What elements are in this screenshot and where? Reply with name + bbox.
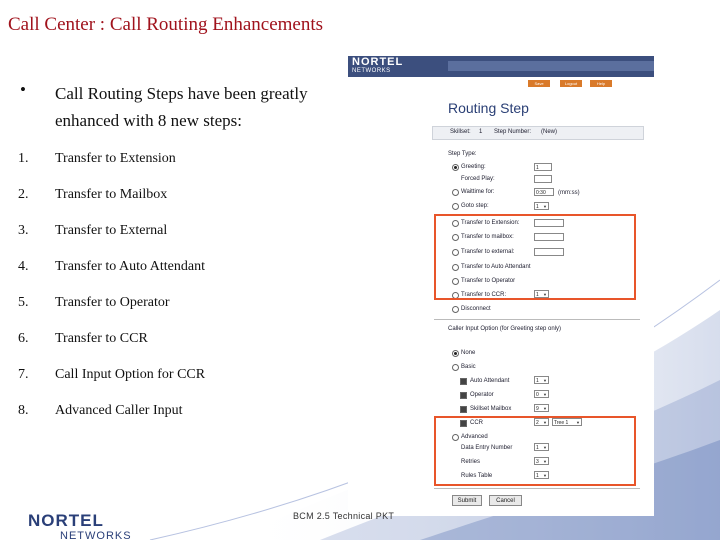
step-type-label: Step Type: (448, 151, 477, 157)
step-item: 2. Transfer to Mailbox (18, 187, 168, 202)
option-label: Transfer to mailbox: (461, 234, 514, 240)
step-item: 7. Call Input Option for CCR (18, 367, 206, 382)
advanced-item-label: Data Entry Number (461, 445, 513, 451)
step-item: 5. Transfer to Operator (18, 295, 170, 310)
option-label: Waittime for: (461, 189, 495, 195)
step-item: 1. Transfer to Extension (18, 151, 176, 166)
step-number-label: Step Number: (494, 129, 532, 135)
highlight-box-caller-input (434, 416, 636, 486)
option-label: Transfer to Auto Attendant (461, 264, 531, 270)
basic-item-label: CCR (470, 420, 483, 426)
basic-item-label: Auto Attendant (470, 378, 510, 384)
help-button[interactable]: Help (590, 80, 612, 87)
forced-play-input[interactable] (534, 175, 552, 183)
svg-text:NORTEL: NORTEL (28, 511, 104, 530)
footer-text: BCM 2.5 Technical PKT (293, 511, 395, 521)
input-option-label: Caller Input Option (for Greeting step only) (448, 326, 562, 332)
bullet-marker: • (20, 80, 26, 99)
slide-title: Call Center : Call Routing Enhancements (8, 14, 324, 35)
highlight-box-transfer-steps (434, 214, 636, 300)
input-option-advanced: Advanced (461, 434, 488, 440)
option-label: Transfer to CCR: (461, 292, 507, 298)
skillset-mailbox-select[interactable]: 9 ▼ (534, 404, 549, 412)
routing-step-screenshot (348, 56, 654, 516)
option-label: Disconnect (461, 306, 491, 312)
option-label: Transfer to external: (461, 249, 515, 255)
bullet-text: Call Routing Steps have been greatly enhanced with 8 new steps: (55, 84, 308, 130)
option-label: Transfer to Operator (461, 278, 516, 284)
advanced-item-label: Retries (461, 459, 481, 465)
skillset-mailbox-checkbox[interactable] (460, 406, 467, 413)
input-option-none: None (461, 350, 476, 356)
disconnect-radio[interactable] (452, 306, 459, 313)
skillset-label: Skillset: (450, 129, 471, 135)
data-entry-select[interactable]: 1 ▼ (534, 443, 549, 451)
input-option-basic: Basic (461, 364, 476, 370)
option-label: Greeting: (461, 164, 486, 170)
basic-item-label: Operator (470, 392, 494, 398)
input-basic-radio[interactable] (452, 364, 459, 371)
basic-item-label: Skillset Mailbox (470, 406, 512, 412)
ccr-select[interactable]: 2 ▼ (534, 418, 549, 426)
divider (434, 488, 640, 489)
operator-checkbox[interactable] (460, 392, 467, 399)
greeting-input[interactable]: 1 (534, 163, 552, 171)
routing-step-heading: Routing Step (448, 100, 529, 116)
goto-step-select[interactable]: 1 ▼ (534, 202, 549, 210)
waittime-input[interactable]: 0:30 (534, 188, 554, 196)
greeting-radio[interactable] (452, 164, 459, 171)
screenshot-header (348, 56, 654, 77)
nortel-networks-logo (28, 508, 158, 540)
ccr-tree-select[interactable]: Tree 1 ▼ (552, 418, 582, 426)
retries-select[interactable]: 3 ▼ (534, 457, 549, 465)
step-item: 4. Transfer to Auto Attendant (18, 259, 205, 274)
step-item: 3. Transfer to External (18, 223, 168, 238)
rules-table-select[interactable]: 1 ▼ (534, 471, 549, 479)
operator-select[interactable]: 0 ▼ (534, 390, 549, 398)
header-bar-fill (448, 61, 654, 71)
option-label: Transfer to Extension: (461, 220, 520, 226)
auto-attendant-select[interactable]: 1 ▼ (534, 376, 549, 384)
step-number-value: (New) (541, 129, 557, 135)
advanced-item-label: Rules Table (461, 473, 493, 479)
skillset-value: 1 (479, 129, 483, 135)
auto-attendant-checkbox[interactable] (460, 378, 467, 385)
save-button[interactable]: Save (528, 80, 550, 87)
option-label: Goto step: (461, 203, 489, 209)
transfer-ccr-select[interactable]: 1 ▼ (534, 290, 549, 298)
nortel-logo: NORTEL NETWORKS (352, 56, 404, 74)
input-none-radio[interactable] (452, 350, 459, 357)
goto-step-radio[interactable] (452, 203, 459, 210)
waittime-unit: (mm:ss) (558, 190, 580, 196)
divider (434, 319, 640, 320)
submit-button[interactable]: Submit (452, 495, 482, 506)
option-label: Forced Play: (461, 176, 495, 182)
step-item: 6. Transfer to CCR (18, 331, 148, 346)
waittime-radio[interactable] (452, 189, 459, 196)
step-item: 8. Advanced Caller Input (18, 403, 183, 418)
svg-text:NETWORKS: NETWORKS (60, 530, 132, 540)
logout-button[interactable]: Logout (560, 80, 582, 87)
cancel-button[interactable]: Cancel (489, 495, 522, 506)
